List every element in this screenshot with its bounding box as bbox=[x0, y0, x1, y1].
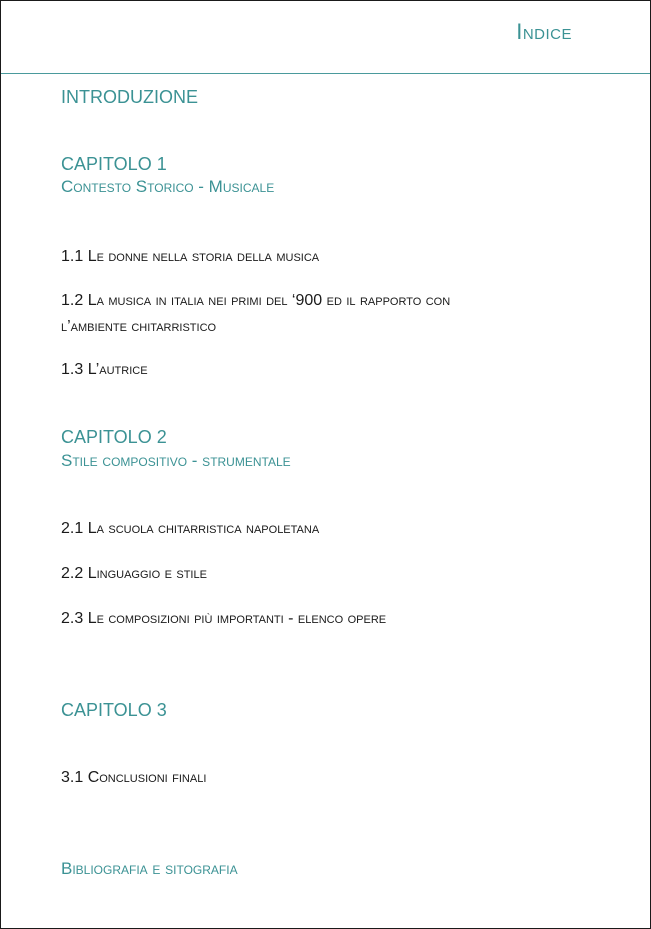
toc-entry-2-1: 2.1 La scuola chitarristica napoletana bbox=[61, 520, 320, 537]
toc-bibliography: Bibliografia e sitografia bbox=[61, 859, 238, 878]
toc-introduction: INTRODUZIONE bbox=[61, 87, 198, 107]
chapter-2-subtitle: Stile compositivo - strumentale bbox=[61, 451, 291, 470]
chapter-3-heading: CAPITOLO 3 bbox=[61, 700, 167, 720]
toc-entry-1-2: 1.2 La musica in italia nei primi del ‘900 ed il rapporto con l’ambiente chitarristico bbox=[61, 292, 451, 335]
toc-entry-2-2: 2.2 Linguaggio e stile bbox=[61, 565, 207, 582]
page-title: Indice bbox=[516, 19, 572, 44]
toc-entry-2-3: 2.3 Le composizioni più importanti - elenco opere bbox=[61, 610, 387, 627]
toc-entry-1-1: 1.1 Le donne nella storia della musica bbox=[61, 248, 320, 265]
chapter-1-subtitle: Contesto Storico - Musicale bbox=[61, 177, 275, 196]
chapter-2-heading: CAPITOLO 2 bbox=[61, 427, 167, 447]
toc-entry-1-3: 1.3 L’autrice bbox=[61, 361, 148, 378]
header-divider bbox=[1, 73, 650, 74]
chapter-1-heading: CAPITOLO 1 bbox=[61, 154, 167, 174]
toc-entry-3-1: 3.1 Conclusioni finali bbox=[61, 769, 207, 786]
